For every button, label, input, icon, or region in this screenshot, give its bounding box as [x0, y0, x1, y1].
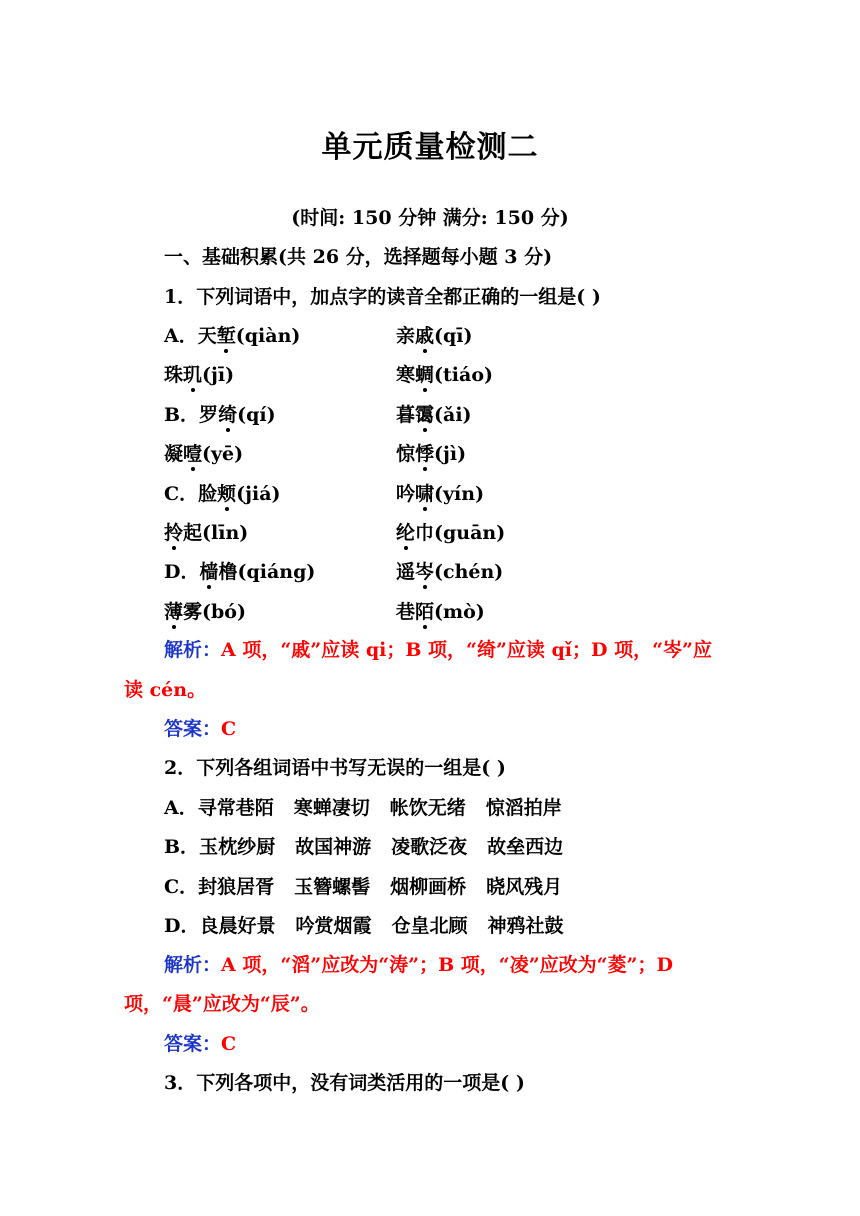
pinyin-text: (yē) — [202, 443, 244, 465]
question-1-analysis — [164, 638, 712, 662]
option-term-right — [396, 482, 484, 506]
dotted-character: 颊 — [217, 483, 237, 505]
option-phrase: 帐饮无绪 — [389, 797, 466, 819]
option-term-right — [396, 403, 472, 427]
analysis-label: 解析： — [164, 639, 222, 661]
dotted-character: 霭 — [415, 404, 435, 426]
pinyin-text: (yín) — [434, 483, 485, 505]
option-phrase: 良晨好景 — [199, 915, 276, 937]
pinyin-text: (qī) — [434, 325, 473, 347]
pinyin-text: 巾(guān) — [415, 522, 506, 544]
term-text: 亲 — [396, 325, 416, 347]
option-phrase: 寻常巷陌 — [197, 797, 274, 819]
pinyin-text: (jì) — [434, 443, 467, 465]
term-text: D． — [164, 561, 200, 583]
question-2-answer — [164, 1032, 236, 1056]
term-text: C．脸 — [164, 483, 218, 505]
option-phrase: 晓风残月 — [486, 876, 563, 898]
section-heading: 一、基础积累(共 26 分，选择题每小题 3 分) — [164, 246, 553, 268]
option-phrase: 凌歌泛夜 — [391, 836, 468, 858]
option-term-left — [164, 324, 300, 348]
option-row — [164, 796, 582, 820]
term-text: 惊 — [396, 443, 416, 465]
option-term-right — [396, 363, 493, 387]
option-phrase: 仓皇北顾 — [391, 915, 468, 937]
option-letter: D． — [164, 915, 200, 937]
option-letter: A． — [164, 797, 198, 819]
question-1-stem: 1．下列词语中，加点字的读音全都正确的一组是( ) — [164, 286, 601, 308]
dotted-character: 噎 — [183, 443, 203, 465]
option-phrase: 烟柳画桥 — [390, 876, 467, 898]
pinyin-text: (chén) — [434, 561, 504, 583]
pinyin-text: (mò) — [434, 601, 485, 623]
option-row — [164, 875, 582, 899]
option-term-left — [164, 521, 248, 545]
option-letter: C． — [164, 876, 199, 898]
question-2-stem: 2．下列各组词语中书写无误的一组是( ) — [164, 757, 506, 779]
option-term-right — [396, 560, 503, 584]
term-text: 巷 — [396, 601, 416, 623]
dotted-character: 戚 — [415, 325, 435, 347]
pinyin-text: (qiàn) — [235, 325, 301, 347]
option-term-right — [396, 442, 466, 466]
dotted-character: 堑 — [216, 325, 236, 347]
option-phrase: 惊滔拍岸 — [485, 797, 562, 819]
pinyin-text: (tiáo) — [434, 364, 493, 386]
dotted-character: 玑 — [183, 364, 203, 386]
option-row — [164, 835, 583, 859]
option-term-right — [396, 600, 485, 624]
pinyin-text: (ǎi) — [434, 404, 472, 426]
term-text: 凝 — [164, 443, 184, 465]
term-text: B．罗 — [164, 404, 219, 426]
option-phrase: 故国神游 — [295, 836, 372, 858]
analysis-text: A 项，“滔”应改为“涛”；B 项，“凌”应改为“菱”；D — [221, 954, 673, 976]
option-phrase: 故垒西边 — [487, 836, 564, 858]
option-phrase: 玉簪螺髻 — [294, 876, 371, 898]
term-text: 寒 — [396, 364, 416, 386]
answer-value: C — [221, 718, 237, 740]
question-1-answer — [164, 717, 236, 741]
dotted-character: 悸 — [415, 443, 435, 465]
pinyin-text: (jī) — [202, 364, 235, 386]
option-phrase: 封狼居胥 — [198, 876, 275, 898]
answer-value: C — [221, 1033, 237, 1055]
question-2-analysis — [164, 953, 673, 977]
dotted-character: 绮 — [218, 404, 238, 426]
option-term-right — [396, 521, 505, 545]
dotted-character: 啸 — [415, 483, 435, 505]
pinyin-text: 橹(qiáng) — [218, 561, 316, 583]
option-phrase: 神鸦社鼓 — [487, 915, 564, 937]
exam-info: (时间: 150 分钟 满分: 150 分) — [291, 207, 569, 229]
pinyin-text: 雾(bó) — [183, 601, 246, 623]
option-term-left — [164, 403, 276, 427]
option-term-right — [396, 324, 473, 348]
option-term-left — [164, 560, 315, 584]
question-1-analysis-cont: 读 cén。 — [124, 679, 207, 701]
question-3-stem: 3．下列各项中，没有词类活用的一项是( ) — [164, 1072, 525, 1094]
dotted-character: 樯 — [199, 561, 219, 583]
option-phrase: 玉枕纱厨 — [199, 836, 276, 858]
pinyin-text: (jiá) — [236, 483, 281, 505]
option-term-left — [164, 442, 243, 466]
dotted-character: 薄 — [164, 601, 184, 623]
analysis-label: 解析： — [164, 954, 222, 976]
dotted-character: 陌 — [415, 601, 435, 623]
analysis-text: A 项，“戚”应读 qi；B 项，“绮”应读 qǐ；D 项，“岑”应 — [221, 639, 712, 661]
term-text: A．天 — [164, 325, 217, 347]
page-title: 单元质量检测二 — [321, 130, 539, 165]
dotted-character: 拎 — [164, 522, 184, 544]
answer-label: 答案： — [164, 1033, 222, 1055]
term-text: 暮 — [396, 404, 416, 426]
dotted-character: 岑 — [415, 561, 435, 583]
term-text: 遥 — [396, 561, 416, 583]
question-2-analysis-cont: 项，“晨”应改为“辰”。 — [124, 993, 320, 1015]
option-term-left — [164, 482, 281, 506]
option-term-left — [164, 363, 234, 387]
option-phrase: 吟赏烟霞 — [295, 915, 372, 937]
answer-label: 答案： — [164, 718, 222, 740]
dotted-character: 蜩 — [415, 364, 435, 386]
option-letter: B． — [164, 836, 200, 858]
option-row — [164, 914, 584, 938]
dotted-character: 纶 — [396, 522, 416, 544]
option-phrase: 寒蝉凄切 — [293, 797, 370, 819]
term-text: 珠 — [164, 364, 184, 386]
term-text: 吟 — [396, 483, 416, 505]
option-term-left — [164, 600, 246, 624]
pinyin-text: (qí) — [237, 404, 276, 426]
pinyin-text: 起(līn) — [183, 522, 249, 544]
